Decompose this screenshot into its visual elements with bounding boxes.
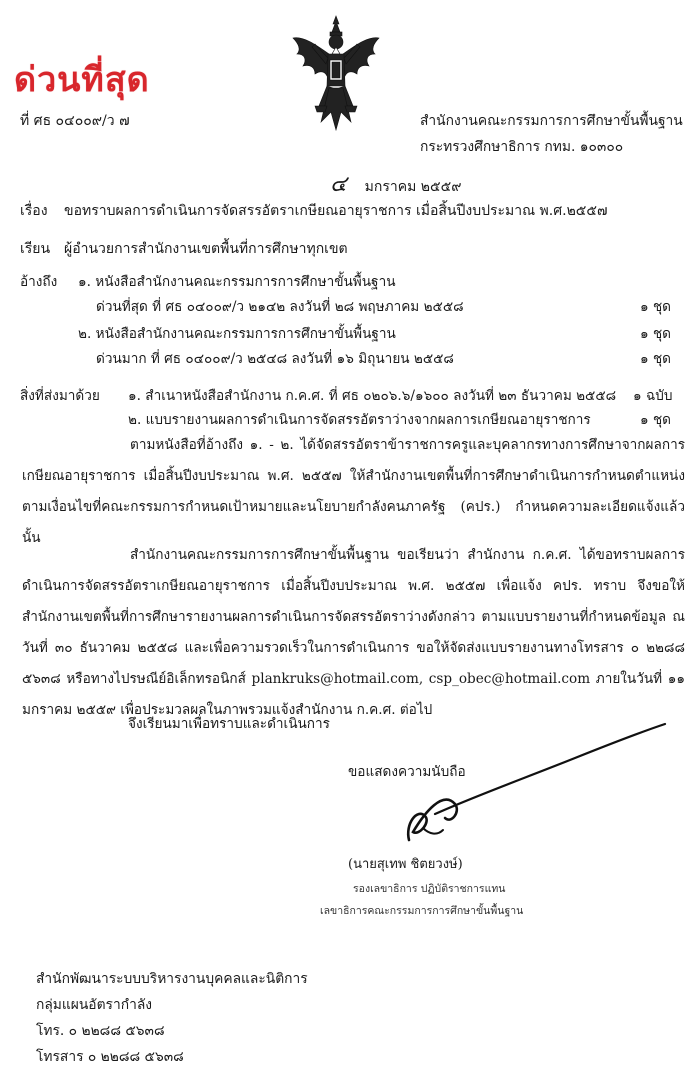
subject-label: เรื่อง [20, 203, 48, 219]
recipient-text: ผู้อำนวยการสำนักงานเขตพื้นที่การศึกษาทุกเขต [64, 241, 348, 257]
subject-text: ขอทราบผลการดำเนินการจัดสรรอัตราเกษียณอายุราชการ เมื่อสิ้นปีงบประมาณ พ.ศ.๒๕๕๗ [64, 203, 608, 219]
references-label: อ้างถึง [20, 274, 58, 290]
office-line-1: สำนักงานคณะกรรมการการศึกษาขั้นพื้นฐาน [420, 113, 683, 129]
date-month-year: มกราคม ๒๕๕๙ [364, 179, 462, 195]
closing-request: จึงเรียนมาเพื่อทราบและดำเนินการ [128, 716, 330, 732]
office-line-2: กระทรวงศึกษาธิการ กทม. ๑๐๓๐๐ [420, 139, 624, 155]
body-paragraph-2-text: สำนักงานคณะกรรมการการศึกษาขั้นพื้นฐาน ขอเรียนว่า สำนักงาน ก.ค.ศ. ได้ขอทราบผลการดำเนินการจัดสรรอัตราเกษียณอายุราชการ เมื่อสิ้นปีงบประมาณ พ.ศ. ๒๕๕๗ เพื่อแจ้ง คปร. ทราบ จึงขอให้สำนักงานเขตพื้นที่การศึกษารายงานผลการดำเนินการจัดสรรอัตราว่างดังกล่าว ตามแบบรายงานที่กำหนดข้อมูล ณ วันที่ ๓๐ ธันวาคม ๒๕๕๘ และเพื่อความรวดเร็วในการดำเนินการ ขอให้จัดส่งแบบรายงานทางโทรสาร ๐ ๒๒๘๘ ๕๖๓๘ หรือทางไปรษณีย์อิเล็กทรอนิกส์ plankruks@hotmail.com, csp_obec@hotmail.com ภายในวันที่ ๑๑ มกราคม ๒๕๕๙ เพื่อประมวลผลในภาพรวมแจ้งสำนักงาน ก.ค.ศ. ต่อไป [22, 547, 685, 718]
footer-fax: โทรสาร ๐ ๒๒๘๘ ๕๖๓๘ [36, 1049, 184, 1065]
signer-position-2: เลขาธิการคณะกรรมการการศึกษาขั้นพื้นฐาน [320, 905, 524, 917]
signer-name: (นายสุเทพ ชิตยวงษ์) [348, 857, 463, 872]
footer-tel: โทร. ๐ ๒๒๘๘ ๕๖๓๘ [36, 1023, 165, 1039]
handwritten-signature [395, 712, 670, 852]
footer-group: กลุ่มแผนอัตรากำลัง [36, 997, 153, 1013]
enclosure-1-qty: ๑ ฉบับ [633, 388, 673, 404]
footer-unit: สำนักพัฒนาระบบบริหารงานบุคคลและนิติการ [36, 971, 308, 987]
reference-2-qty: ๑ ชุด [640, 351, 672, 367]
enclosures-label: สิ่งที่ส่งมาด้วย [20, 388, 100, 404]
enclosure-2-qty: ๑ ชุด [640, 412, 672, 428]
closing-salutation: ขอแสดงความนับถือ [348, 764, 466, 780]
reference-1-line2: ด่วนที่สุด ที่ ศธ ๐๔๐๐๙/ว ๒๑๔๒ ลงวันที่ ๒๘ พฤษภาคม ๒๕๕๘ [96, 299, 464, 315]
recipient-label: เรียน [20, 241, 51, 257]
reference-2-qty-top: ๑ ชุด [640, 326, 672, 342]
body-paragraph-2 [22, 540, 685, 726]
subject-row [20, 200, 608, 222]
urgency-stamp: ด่วนที่สุด [14, 60, 150, 100]
recipient-row [20, 238, 348, 260]
signer-position-1: รองเลขาธิการ ปฏิบัติราชการแทน [353, 883, 506, 895]
document-number: ที่ ศธ ๐๔๐๐๙/ว ๗ [20, 113, 130, 129]
garuda-emblem-icon [285, 14, 387, 132]
enclosure-1: ๑. สำเนาหนังสือสำนักงาน ก.ค.ศ. ที่ ศธ ๐๒๐๖.๖/๑๖๐๐ ลงวันที่ ๒๓ ธันวาคม ๒๕๕๘ [128, 388, 617, 404]
reference-1-qty: ๑ ชุด [640, 299, 672, 315]
document-date [330, 166, 461, 201]
reference-2-line2: ด่วนมาก ที่ ศธ ๐๔๐๐๙/ว ๒๕๔๘ ลงวันที่ ๑๖ มิถุนายน ๒๕๕๘ [96, 351, 454, 367]
body-paragraph-1 [22, 430, 685, 554]
enclosure-2: ๒. แบบรายงานผลการดำเนินการจัดสรรอัตราว่างจากผลการเกษียณอายุราชการ [128, 412, 591, 428]
date-day: ๔ [330, 172, 347, 197]
reference-2-line1: ๒. หนังสือสำนักงานคณะกรรมการการศึกษาขั้นพื้นฐาน [78, 326, 396, 342]
issuing-office [420, 108, 683, 160]
body-paragraph-1-text: ตามหนังสือที่อ้างถึง ๑. - ๒. ได้จัดสรรอัตราข้าราชการครูและบุคลากรทางการศึกษาจากผลการเกษียณอายุราชการ เมื่อสิ้นปีงบประมาณ พ.ศ. ๒๕๕๗ ให้สำนักงานเขตพื้นที่การศึกษาดำเนินการกำหนดตำแหน่งตามเงื่อนไขที่คณะกรรมการกำหนดเป้าหมายและนโยบายกำลังคนภาครัฐ (คปร.) กำหนดความละเอียดแจ้งแล้ว นั้น [22, 437, 685, 546]
reference-1-line1: ๑. หนังสือสำนักงานคณะกรรมการการศึกษาขั้นพื้นฐาน [78, 274, 396, 290]
